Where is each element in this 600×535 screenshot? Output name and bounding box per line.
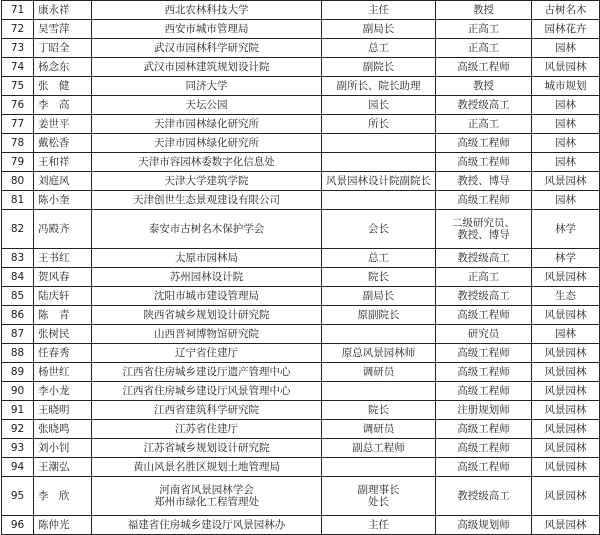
cell-title: 注册规划师 [436, 401, 532, 420]
cell-number: 87 [2, 325, 34, 344]
expert-list-table [1, 0, 600, 535]
cell-unit: 天津创世生态景观建设有限公司 [92, 191, 322, 210]
table-row [2, 306, 600, 325]
cell-unit-line: 河南省风景园林学会 [159, 484, 254, 496]
cell-unit: 武汉市园林建筑规划设计院 [92, 58, 322, 77]
cell-field: 生态 [532, 287, 600, 306]
cell-unit: 泰安市古树名木保护学会 [92, 210, 322, 249]
cell-name: 陈 青 [34, 306, 92, 325]
cell-title: 高级工程师 [436, 134, 532, 153]
cell-title: 高级工程师 [436, 153, 532, 172]
table-row [2, 401, 600, 420]
cell-name: 任春秀 [34, 344, 92, 363]
cell-title: 高级工程师 [436, 420, 532, 439]
table-row [2, 115, 600, 134]
table-row [2, 477, 600, 516]
cell-name: 陆庆轩 [34, 287, 92, 306]
cell-title: 教授级高工 [436, 96, 532, 115]
cell-number: 93 [2, 439, 34, 458]
cell-title [436, 210, 532, 249]
cell-position: 副所长、院长助理 [322, 77, 436, 96]
cell-position [322, 134, 436, 153]
table-row [2, 77, 600, 96]
cell-title: 高级工程师 [436, 58, 532, 77]
cell-position: 副局长 [322, 20, 436, 39]
table-row [2, 20, 600, 39]
cell-title-line: 教授、博导 [457, 229, 510, 241]
cell-name: 刘庭风 [34, 172, 92, 191]
cell-title: 教授级高工 [436, 287, 532, 306]
cell-field: 风景园林 [532, 458, 600, 477]
cell-name: 姜世平 [34, 115, 92, 134]
cell-title-line: 二级研究员、 [452, 217, 515, 229]
cell-number: 78 [2, 134, 34, 153]
cell-name: 冯殿齐 [34, 210, 92, 249]
cell-field: 园林 [532, 96, 600, 115]
cell-number: 82 [2, 210, 34, 249]
cell-field: 风景园林 [532, 268, 600, 287]
cell-unit: 天坛公园 [92, 96, 322, 115]
table-row [2, 382, 600, 401]
cell-position: 副总工程师 [322, 439, 436, 458]
cell-name: 李小龙 [34, 382, 92, 401]
cell-field: 风景园林 [532, 477, 600, 516]
cell-position: 主任 [322, 516, 436, 535]
table-row [2, 1, 600, 20]
cell-title: 高级工程师 [436, 382, 532, 401]
cell-position-line: 副理事长 [357, 484, 400, 496]
cell-title: 教授 [436, 1, 532, 20]
table-row [2, 249, 600, 268]
cell-number: 94 [2, 458, 34, 477]
cell-position [322, 191, 436, 210]
cell-unit: 武汉市园林科学研究院 [92, 39, 322, 58]
cell-field: 风景园林 [532, 306, 600, 325]
cell-number: 77 [2, 115, 34, 134]
cell-title: 高级规划师 [436, 516, 532, 535]
cell-unit [92, 477, 322, 516]
cell-title: 正高工 [436, 39, 532, 58]
cell-title: 正高工 [436, 115, 532, 134]
cell-unit: 天津市园林绿化研究所 [92, 134, 322, 153]
table-row [2, 325, 600, 344]
table-row [2, 344, 600, 363]
cell-number: 79 [2, 153, 34, 172]
cell-unit: 福建省住房城乡建设厅风景园林办 [92, 516, 322, 535]
cell-field: 林学 [532, 210, 600, 249]
cell-title: 高级工程师 [436, 306, 532, 325]
cell-number: 92 [2, 420, 34, 439]
cell-number: 86 [2, 306, 34, 325]
cell-position: 风景园林设计院副院长 [322, 172, 436, 191]
cell-name: 张树民 [34, 325, 92, 344]
cell-title: 高级工程师 [436, 191, 532, 210]
table-row [2, 458, 600, 477]
cell-title: 正高工 [436, 20, 532, 39]
cell-field: 园林 [532, 191, 600, 210]
cell-number: 91 [2, 401, 34, 420]
cell-position [322, 325, 436, 344]
table-row [2, 210, 600, 249]
cell-number: 71 [2, 1, 34, 20]
cell-number: 95 [2, 477, 34, 516]
cell-position: 调研员 [322, 420, 436, 439]
cell-position: 副局长 [322, 287, 436, 306]
cell-field: 园林 [532, 39, 600, 58]
cell-number: 88 [2, 344, 34, 363]
cell-title: 研究员 [436, 325, 532, 344]
cell-unit: 天津市容园林委数字化信息处 [92, 153, 322, 172]
cell-unit: 江苏省城乡规划设计研究院 [92, 439, 322, 458]
cell-title: 高级工程师 [436, 439, 532, 458]
cell-unit: 太原市园林局 [92, 249, 322, 268]
cell-name: 王晓明 [34, 401, 92, 420]
cell-position [322, 382, 436, 401]
table-row [2, 516, 600, 535]
cell-field: 林学 [532, 249, 600, 268]
cell-field: 古树名木 [532, 1, 600, 20]
table-row [2, 96, 600, 115]
table-row [2, 268, 600, 287]
cell-field: 风景园林 [532, 58, 600, 77]
table-row [2, 134, 600, 153]
cell-field: 园林 [532, 325, 600, 344]
table-row [2, 439, 600, 458]
cell-unit: 西北农林科技大学 [92, 1, 322, 20]
cell-title: 教授级高工 [436, 477, 532, 516]
table-body [2, 1, 600, 535]
cell-title: 高级工程师 [436, 344, 532, 363]
cell-name: 张晓鸣 [34, 420, 92, 439]
cell-name: 丁昭全 [34, 39, 92, 58]
cell-name: 吴雪萍 [34, 20, 92, 39]
cell-field: 风景园林 [532, 420, 600, 439]
cell-field: 园林 [532, 115, 600, 134]
cell-position-line: 处长 [368, 496, 389, 508]
cell-number: 84 [2, 268, 34, 287]
cell-position: 副院长 [322, 58, 436, 77]
cell-unit: 同济大学 [92, 77, 322, 96]
cell-unit: 辽宁省住建厅 [92, 344, 322, 363]
cell-unit: 天津大学建筑学院 [92, 172, 322, 191]
cell-name: 戴松香 [34, 134, 92, 153]
cell-field: 风景园林 [532, 439, 600, 458]
table-row [2, 39, 600, 58]
cell-title: 高级工程师 [436, 363, 532, 382]
cell-number: 83 [2, 249, 34, 268]
cell-unit: 江西省建筑科学研究院 [92, 401, 322, 420]
cell-field: 城市规划 [532, 77, 600, 96]
cell-unit: 苏州园林设计院 [92, 268, 322, 287]
cell-position: 园长 [322, 96, 436, 115]
cell-unit: 江西省住房城乡建设厅遗产管理中心 [92, 363, 322, 382]
cell-field: 风景园林 [532, 172, 600, 191]
cell-unit: 山西晋祠博物馆研究院 [92, 325, 322, 344]
cell-name: 杨世红 [34, 363, 92, 382]
cell-number: 90 [2, 382, 34, 401]
cell-name: 刘小钊 [34, 439, 92, 458]
cell-field: 园林 [532, 153, 600, 172]
cell-position: 院长 [322, 401, 436, 420]
cell-number: 73 [2, 39, 34, 58]
cell-field: 园林 [532, 134, 600, 153]
cell-number: 96 [2, 516, 34, 535]
cell-name: 贺风春 [34, 268, 92, 287]
cell-number: 76 [2, 96, 34, 115]
cell-unit-line: 郑州市绿化工程管理处 [154, 496, 259, 508]
cell-number: 89 [2, 363, 34, 382]
cell-unit: 沈阳市城市建设管理局 [92, 287, 322, 306]
cell-position: 调研员 [322, 363, 436, 382]
cell-position: 总工 [322, 39, 436, 58]
cell-position: 所长 [322, 115, 436, 134]
cell-name: 陈仲光 [34, 516, 92, 535]
cell-title: 教授 [436, 77, 532, 96]
table-row [2, 153, 600, 172]
cell-number: 74 [2, 58, 34, 77]
table-row [2, 287, 600, 306]
cell-number: 85 [2, 287, 34, 306]
cell-field: 园林花卉 [532, 20, 600, 39]
cell-field: 风景园林 [532, 363, 600, 382]
cell-position: 原副院长 [322, 306, 436, 325]
cell-unit: 西安市城市管理局 [92, 20, 322, 39]
cell-unit: 江苏省住建厅 [92, 420, 322, 439]
table-row [2, 172, 600, 191]
table-row [2, 58, 600, 77]
cell-number: 81 [2, 191, 34, 210]
cell-position: 主任 [322, 1, 436, 20]
cell-name: 王和祥 [34, 153, 92, 172]
cell-name: 杨念东 [34, 58, 92, 77]
table-row [2, 191, 600, 210]
cell-position: 会长 [322, 210, 436, 249]
cell-title: 教授级高工 [436, 249, 532, 268]
cell-unit: 黄山风景名胜区规划土地管理局 [92, 458, 322, 477]
cell-position [322, 477, 436, 516]
cell-unit: 江西省住房城乡建设厅风景管理中心 [92, 382, 322, 401]
cell-name: 康永祥 [34, 1, 92, 20]
cell-position [322, 458, 436, 477]
cell-title: 教授、博导 [436, 172, 532, 191]
cell-name: 陈小奎 [34, 191, 92, 210]
cell-position: 原总风景园林师 [322, 344, 436, 363]
cell-number: 72 [2, 20, 34, 39]
cell-field: 风景园林 [532, 344, 600, 363]
cell-name: 张 健 [34, 77, 92, 96]
cell-unit: 天津市园林绿化研究所 [92, 115, 322, 134]
cell-number: 75 [2, 77, 34, 96]
cell-position [322, 153, 436, 172]
cell-name: 李 高 [34, 96, 92, 115]
cell-number: 80 [2, 172, 34, 191]
cell-position: 院长 [322, 268, 436, 287]
cell-title: 正高工 [436, 268, 532, 287]
table-row [2, 420, 600, 439]
cell-position: 总工 [322, 249, 436, 268]
cell-field: 风景园林 [532, 382, 600, 401]
cell-name: 王书红 [34, 249, 92, 268]
cell-name: 李 欣 [34, 477, 92, 516]
cell-field: 风景园林 [532, 401, 600, 420]
cell-field: 风景园林 [532, 516, 600, 535]
table-row [2, 363, 600, 382]
cell-title: 高级工程师 [436, 458, 532, 477]
cell-name: 王潮弘 [34, 458, 92, 477]
cell-unit: 陕西省城乡规划设计研究院 [92, 306, 322, 325]
